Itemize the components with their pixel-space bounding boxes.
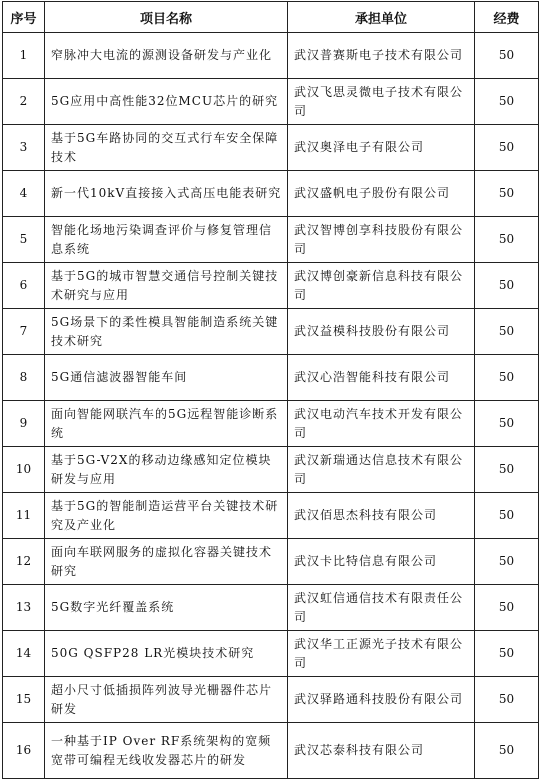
row-undertaking-unit: 武汉电动汽车技术开发有限公司: [288, 401, 475, 447]
row-index: 4: [3, 171, 45, 217]
row-funding: 50: [475, 217, 539, 263]
row-index: 7: [3, 309, 45, 355]
row-project-name: 5G场景下的柔性模具智能制造系统关键技术研究: [45, 309, 288, 355]
row-index: 15: [3, 677, 45, 723]
row-undertaking-unit: 武汉智博创享科技股份有限公司: [288, 217, 475, 263]
project-funding-table: [2, 1, 539, 779]
table-row: [3, 493, 539, 539]
row-funding: 50: [475, 79, 539, 125]
row-index: 11: [3, 493, 45, 539]
row-funding: 50: [475, 401, 539, 447]
row-funding: 50: [475, 171, 539, 217]
table-row: [3, 217, 539, 263]
table-row: [3, 263, 539, 309]
row-funding: 50: [475, 355, 539, 401]
row-undertaking-unit: 武汉卡比特信息有限公司: [288, 539, 475, 585]
table-row: [3, 125, 539, 171]
row-undertaking-unit: 武汉华工正源光子技术有限公司: [288, 631, 475, 677]
table-row: [3, 447, 539, 493]
row-project-name: 新一代10kV直接接入式高压电能表研究: [45, 171, 288, 217]
row-project-name: 面向智能网联汽车的5G远程智能诊断系统: [45, 401, 288, 447]
row-undertaking-unit: 武汉虹信通信技术有限责任公司: [288, 585, 475, 631]
table-row: [3, 33, 539, 79]
row-undertaking-unit: 武汉博创豪新信息科技有限公司: [288, 263, 475, 309]
row-project-name: 智能化场地污染调查评价与修复管理信息系统: [45, 217, 288, 263]
row-index: 6: [3, 263, 45, 309]
row-project-name: 5G数字光纤覆盖系统: [45, 585, 288, 631]
row-funding: 50: [475, 125, 539, 171]
row-undertaking-unit: 武汉益模科技股份有限公司: [288, 309, 475, 355]
row-index: 3: [3, 125, 45, 171]
row-index: 12: [3, 539, 45, 585]
row-index: 9: [3, 401, 45, 447]
row-project-name: 一种基于IP Over RF系统架构的宽频宽带可编程无线收发器芯片的研发: [45, 723, 288, 779]
row-index: 1: [3, 33, 45, 79]
header-project-name: 项目名称: [45, 2, 288, 33]
row-undertaking-unit: 武汉飞思灵微电子技术有限公司: [288, 79, 475, 125]
row-funding: 50: [475, 723, 539, 779]
row-index: 13: [3, 585, 45, 631]
row-project-name: 基于5G-V2X的移动边缘感知定位模块研发与应用: [45, 447, 288, 493]
table-row: [3, 309, 539, 355]
row-undertaking-unit: 武汉芯泰科技有限公司: [288, 723, 475, 779]
table-row: [3, 539, 539, 585]
table-row: [3, 631, 539, 677]
table-row: [3, 171, 539, 217]
row-undertaking-unit: 武汉新瑞通达信息技术有限公司: [288, 447, 475, 493]
row-index: 14: [3, 631, 45, 677]
row-project-name: 5G通信滤波器智能车间: [45, 355, 288, 401]
row-funding: 50: [475, 263, 539, 309]
row-undertaking-unit: 武汉奥泽电子有限公司: [288, 125, 475, 171]
row-index: 5: [3, 217, 45, 263]
row-index: 2: [3, 79, 45, 125]
row-funding: 50: [475, 33, 539, 79]
row-project-name: 50G QSFP28 LR光模块技术研究: [45, 631, 288, 677]
row-index: 10: [3, 447, 45, 493]
table-row: [3, 355, 539, 401]
header-funding: 经费: [475, 2, 539, 33]
row-funding: 50: [475, 447, 539, 493]
row-undertaking-unit: 武汉盛帆电子股份有限公司: [288, 171, 475, 217]
row-undertaking-unit: 武汉心浩智能科技有限公司: [288, 355, 475, 401]
row-undertaking-unit: 武汉驿路通科技股份有限公司: [288, 677, 475, 723]
row-funding: 50: [475, 585, 539, 631]
row-index: 16: [3, 723, 45, 779]
table-row: [3, 723, 539, 779]
row-funding: 50: [475, 309, 539, 355]
table-row: [3, 585, 539, 631]
row-index: 8: [3, 355, 45, 401]
table-header-row: [3, 2, 539, 33]
row-project-name: 超小尺寸低插损阵列波导光栅器件芯片研发: [45, 677, 288, 723]
header-index: 序号: [3, 2, 45, 33]
row-funding: 50: [475, 631, 539, 677]
row-project-name: 窄脉冲大电流的源测设备研发与产业化: [45, 33, 288, 79]
row-undertaking-unit: 武汉普赛斯电子技术有限公司: [288, 33, 475, 79]
row-undertaking-unit: 武汉佰思杰科技有限公司: [288, 493, 475, 539]
header-undertaking-unit: 承担单位: [288, 2, 475, 33]
table-row: [3, 677, 539, 723]
row-project-name: 5G应用中高性能32位MCU芯片的研究: [45, 79, 288, 125]
table-row: [3, 79, 539, 125]
table-row: [3, 401, 539, 447]
row-project-name: 基于5G车路协同的交互式行车安全保障技术: [45, 125, 288, 171]
row-funding: 50: [475, 677, 539, 723]
row-funding: 50: [475, 539, 539, 585]
row-project-name: 基于5G的城市智慧交通信号控制关键技术研究与应用: [45, 263, 288, 309]
row-funding: 50: [475, 493, 539, 539]
row-project-name: 基于5G的智能制造运营平台关键技术研究及产业化: [45, 493, 288, 539]
row-project-name: 面向车联网服务的虚拟化容器关键技术研究: [45, 539, 288, 585]
